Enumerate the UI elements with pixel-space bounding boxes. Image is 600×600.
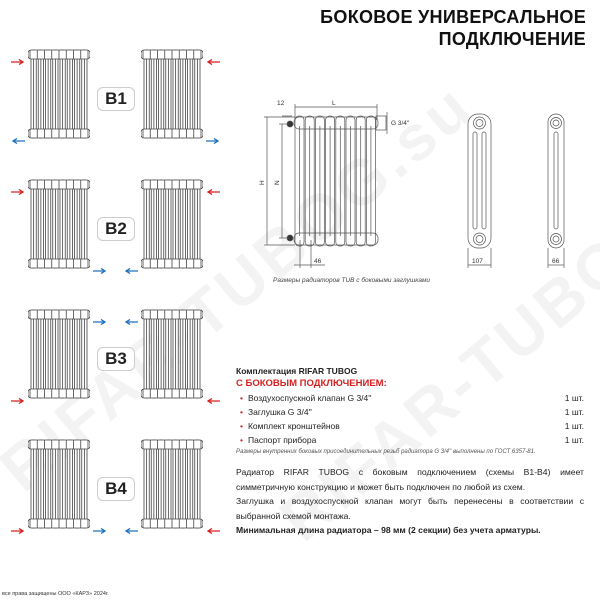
radiator-front-view bbox=[287, 116, 378, 246]
scheme-label: B4 bbox=[97, 477, 135, 501]
copyright: все права защищены ООО «КАРЗ» 2024г. bbox=[2, 591, 109, 597]
kit-item-name: Комплект кронштейнов bbox=[247, 421, 340, 431]
return-arrow-icon bbox=[124, 312, 138, 318]
kit-item bbox=[236, 405, 584, 419]
min-length-note: Минимальная длина радиатора – 98 мм (2 секции) без учета арматуры. bbox=[236, 525, 541, 536]
title-line-1: БОКОВОЕ УНИВЕРСАЛЬНОЕ bbox=[320, 7, 586, 27]
height-label: H bbox=[259, 180, 266, 185]
kit-item-name: Заглушка G 3/4'' bbox=[247, 407, 312, 417]
kit-item bbox=[236, 391, 584, 405]
kit-item bbox=[236, 433, 584, 447]
return-arrow-icon bbox=[93, 521, 107, 527]
kit-item-qty: 1 шт. bbox=[564, 421, 584, 431]
radiator-side-view-3-tube bbox=[468, 114, 491, 268]
length-label: L bbox=[332, 100, 336, 107]
description bbox=[236, 465, 584, 538]
supply-arrow-icon bbox=[206, 521, 220, 527]
title-line-2: ПОДКЛЮЧЕНИЕ bbox=[438, 29, 586, 49]
radiator-right-icon bbox=[141, 177, 203, 276]
description-paragraph: Радиатор RIFAR TUBOG с боковым подключением (схемы B1-B4) имеет симметричную конструкцию и может быть подключен по любой из схем. bbox=[236, 467, 584, 492]
radiator-side-view-2-tube bbox=[548, 114, 564, 268]
scheme-b2 bbox=[0, 177, 240, 277]
supply-arrow-icon bbox=[11, 52, 25, 58]
return-arrow-icon bbox=[11, 131, 25, 137]
radiator-right-icon bbox=[141, 47, 203, 146]
scheme-b3 bbox=[0, 307, 240, 407]
radiator-right-icon bbox=[141, 437, 203, 536]
scheme-b1 bbox=[0, 47, 240, 147]
return-arrow-icon bbox=[93, 261, 107, 267]
offset-label: 12 bbox=[277, 100, 285, 107]
radiator-left-icon bbox=[28, 307, 90, 406]
bullet-icon: • bbox=[240, 421, 243, 431]
supply-arrow-icon bbox=[11, 391, 25, 397]
return-arrow-icon bbox=[124, 521, 138, 527]
supply-arrow-icon bbox=[11, 521, 25, 527]
kit-section bbox=[236, 366, 584, 455]
return-arrow-icon bbox=[206, 131, 220, 137]
dimension-drawing bbox=[250, 90, 600, 280]
kit-list bbox=[236, 391, 584, 447]
axis-label: N bbox=[274, 180, 281, 185]
thread-label: G 3/4'' bbox=[391, 120, 410, 127]
radiator-left-icon bbox=[28, 47, 90, 146]
scheme-label: B3 bbox=[97, 347, 135, 371]
kit-item bbox=[236, 419, 584, 433]
supply-arrow-icon bbox=[206, 391, 220, 397]
supply-arrow-icon bbox=[206, 182, 220, 188]
thread-note: Размеры внутренних боковых присоединительных резьб радиатора G 3/4'' выполнены по ГОСТ 6357-81. bbox=[236, 449, 536, 455]
scheme-b4 bbox=[0, 437, 240, 537]
kit-item-name: Паспорт прибора bbox=[247, 435, 317, 445]
kit-item-qty: 1 шт. bbox=[564, 407, 584, 417]
supply-arrow-icon bbox=[206, 52, 220, 58]
section-step-label: 46 bbox=[314, 258, 322, 265]
scheme-label: B1 bbox=[97, 87, 135, 111]
supply-arrow-icon bbox=[11, 182, 25, 188]
page-title bbox=[320, 6, 586, 50]
kit-item-qty: 1 шт. bbox=[564, 393, 584, 403]
bullet-icon: • bbox=[240, 407, 243, 417]
bullet-icon: • bbox=[240, 435, 243, 445]
drawing-caption: Размеры радиаторов TUB с боковыми заглушками bbox=[273, 277, 431, 284]
depth-2-label: 66 bbox=[552, 258, 560, 265]
bullet-icon: • bbox=[240, 393, 243, 403]
radiator-left-icon bbox=[28, 437, 90, 536]
radiator-right-icon bbox=[141, 307, 203, 406]
kit-heading: Комплектация RIFAR TUBOG bbox=[236, 366, 358, 376]
return-arrow-icon bbox=[93, 312, 107, 318]
description-paragraph: Заглушка и воздухоспускной клапан могут быть перенесены в соответствии с выбранной схемой монтажа. bbox=[236, 496, 584, 521]
return-arrow-icon bbox=[124, 261, 138, 267]
kit-subheading: С БОКОВЫМ ПОДКЛЮЧЕНИЕМ: bbox=[236, 378, 387, 389]
scheme-label: B2 bbox=[97, 217, 135, 241]
kit-item-name: Воздухоспускной клапан G 3/4'' bbox=[247, 393, 372, 403]
kit-item-qty: 1 шт. bbox=[564, 435, 584, 445]
radiator-left-icon bbox=[28, 177, 90, 276]
depth-3-label: 107 bbox=[472, 258, 483, 265]
